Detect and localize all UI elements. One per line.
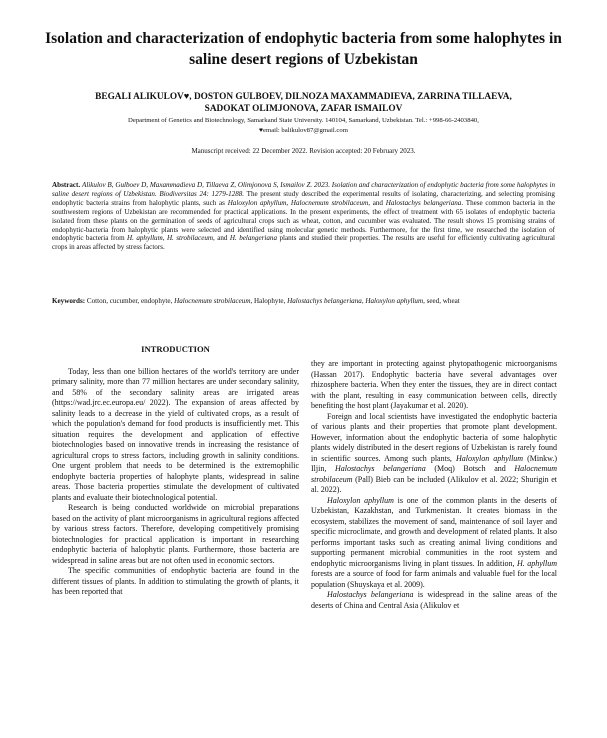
abstract-text-1: The present study described the experimental results of isolating, characterizing, and selecting promising endophytic bacteria strains from halophytic plants, such as [52, 189, 555, 207]
species-name: H. aphyllum [127, 234, 163, 243]
keyword-species: Haloxylon aphyllum [365, 297, 424, 305]
paragraph-text: forests are a source of food for farm animals and valuable fuel for the local population (Shuyskaya et al. 2009). [311, 569, 557, 589]
affiliation [40, 116, 567, 135]
species-name: Haloxylon aphyllum [227, 198, 287, 207]
right-column [311, 359, 557, 611]
abstract-label: Abstract. [52, 181, 81, 189]
left-column [52, 344, 299, 598]
section-heading-introduction: INTRODUCTION [141, 344, 210, 354]
affiliation-text: Department of Genetics and Biotechnology, Samarkand State University. 140104, Samarkand, Uzbekistan. Tel.: +998-66-2403840, [128, 117, 479, 124]
email: ♥email: balikulov87@gmail.com [259, 126, 348, 134]
species-name: H. strobilaceum [166, 234, 214, 243]
species-name: Halostachys belangeriana [327, 590, 414, 599]
paragraph-text: is widespread in the saline areas of the deserts of China and Central Asia (Alikulov et [311, 590, 558, 610]
manuscript-dates: Manuscript received: 22 December 2022. Revision accepted: 20 February 2023. [191, 147, 416, 155]
species-name: Haloxylon aphyllum [455, 453, 524, 463]
species-name: H. aphyllum [516, 558, 558, 568]
species-name: Halocnemum strobilaceum [311, 464, 557, 484]
paper-title: Isolation and characterization of endophytic bacteria from some halophytes in saline desert regions of Uzbekistan [45, 30, 562, 68]
authors-line-2: SADOKAT OLIMJONOVA, ZAFAR ISMAILOV [204, 103, 403, 114]
abstract-citation: Alikulov B, Gulboev D, Maxammadieva D, Tillaeva Z, Olimjonova S, Ismailov Z. 2023. Isolation and characterization of endophytic bacteria from some halophytes in saline desert regions of Uzbekistan. Biodiversitas 24: 1279-1288. [52, 181, 555, 198]
paragraph: Research is being conducted worldwide on microbial preparations based on the activity of plant microorganisms in agricultural regions affected by various stress factors. Therefore, developing competitively promising biotechnologies for practical application is important in researching endophytic bacteria of halophytic plants. Furthermore, those bacteria are widespread in saline areas but are not often used in economic sectors. [52, 503, 299, 565]
abstract: Abstract. Alikulov B, Gulboev D, Maxammadieva D, Tillaeva Z, Olimjonova S, Ismailov Z. 2023. Isolation and characterization of endophytic bacteria from some halophytes in saline desert regions of Uzbekistan. Biodiversitas 24: 1279-1288. The present study described the experimental results of isolating, characterizing, and selecting promising endophytic bacteria strains from halophytic plants, such as Haloxylon aphyllum, Halocnemum strobilaceum, and Halostachys belangeriana. These common bacteria in the southwestern regions of Uzbekistan are recommended for practical applications. In the present experiments, the effect of treatment with 65 isolates of endophytic bacteria isolated from these plants on the germination of seeds of agricultural crops such as wheat, cotton, and cucumber was evaluated. The result shows 15 promising strains of endophytic-bacteria from halophytic plants were selected and identified using molecular genetic methods. Furthermore, for the first time, we researched the isolation of endophytic bacteria from H. aphyllum, H. strobilaceum, and H. belangeriana plants and studied their properties. The results are useful for efficiently cultivating agricultural crops in areas affected by stress factors. [52, 181, 556, 252]
paragraph: The specific communities of endophytic bacteria are found in the different tissues of plants. In addition to stimulating the growth of plants, it has been reported that [52, 566, 299, 596]
species-name: H. belangeriana [229, 234, 278, 243]
keyword-species: Halostachys belangeriana [287, 297, 362, 305]
species-name: Haloxylon aphyllum [327, 495, 394, 505]
paragraph-text: (Moq) Botsch and [434, 464, 506, 473]
paragraph-text: is one of the common plants in the deserts of Uzbekistan, Kazakhstan, and Turkmenistan. It creates biomass in the ecosystem, stabilizes the movement of sand, maintenance of soil layer and specific microclimate, and growth and development of related plants. It also performs important tasks such as creating animal living conditions and supporting permanent microbial communities in the root system and endophytic microorganisms living in plant tissues. In addition, [311, 495, 557, 568]
keywords-label: Keywords: [52, 297, 86, 305]
author-list [40, 92, 567, 115]
paragraph: they are important in protecting against phytopathogenic microorganisms (Hassan 2017). Endophytic bacteria have several advantages over rhizosphere bacteria. When they enter the tissues, they are in direct contact with the plant, resulting in easy communication between cells, directly benefiting the host plant (Jayakumar et al. 2020). [311, 359, 557, 410]
species-name: Halocnemum strobilaceum [290, 198, 369, 207]
abstract-and: , and [368, 198, 383, 207]
keyword-species: Halocnemum strobilaceum [174, 297, 251, 305]
paragraph [311, 590, 557, 611]
keywords-text-3: , seed, wheat [423, 297, 460, 305]
paragraph [311, 496, 557, 591]
species-name: Halostachys belangeriana [334, 464, 426, 473]
authors-line-1: BEGALI ALIKULOV♥, DOSTON GULBOEV, DILNOZA MAXAMMADIEVA, ZARRINA TILLAEVA, [95, 92, 512, 102]
paragraph [311, 412, 557, 496]
abstract-text-3: plants and studied their properties. The results are useful for efficiently cultivating agricultural crops in areas affected by stress factors. [52, 234, 555, 252]
paragraph: Today, less than one billion hectares of the world's territory are under primary salinity, more than 77 million hectares are under secondary salinity, and 58% of the secondary salinity areas are irrigated areas (https://wad.jrc.ec.europa.eu/ 2022). The expansion of areas affected by salinity leads to a decrease in the yield of cultivated crops, as a result of which the population's demand for food products is insufficiently met. This situation requires the development and application of effective biotechnologies based on innovative trends in increasing the resistance of agricultural crops to stress factors, including growth in salinity conditions. One urgent problem that needs to be determined is the extremophilic endophyte bacteria properties of halophyte plants, widespread in saline areas. Those bacteria properties stimulate the development of cultivated plants and evaluate their biotechnological potential. [52, 366, 299, 502]
paragraph-text: Foreign and local scientists have investigated the endophytic bacteria of various plants and their properties that promote plant development. However, information about the endophytic bacteria of some halophytic plants widely distributed in the desert regions of Uzbekistan is rarely found in scientific sources. Among such plants, [311, 411, 557, 463]
keywords: Keywords: Cotton, cucumber, endophyte, Halocnemum strobilaceum, Halophyte, Halostachys belangeriana, Haloxylon aphyllum, seed, wheat [52, 297, 460, 305]
paragraph-text: (Pall) Bieb can be included (Alikulov et al. 2022; Shurigin et al. 2022). [311, 474, 557, 494]
keywords-text-1: Cotton, cucumber, endophyte, [86, 297, 173, 305]
abstract-text-2: . These common bacteria in the southwestern regions of Uzbekistan are recommended for practical applications. In the present experiments, the effect of treatment with 65 isolates of endophytic bacteria isolated from these plants on the germination of seeds of agricultural crops such as wheat, cotton, and cucumber was evaluated. The result shows 15 promising strains of endophytic-bacteria from halophytic plants were selected and identified using molecular genetic methods. Furthermore, for the first time, we researched the isolation of endophytic bacteria from [52, 198, 556, 243]
keywords-text-2: , Halophyte, [250, 297, 286, 305]
species-name: Halostachys belangeriana [385, 198, 462, 207]
paragraph-text: (Minkw.) Iljin, [311, 453, 557, 473]
